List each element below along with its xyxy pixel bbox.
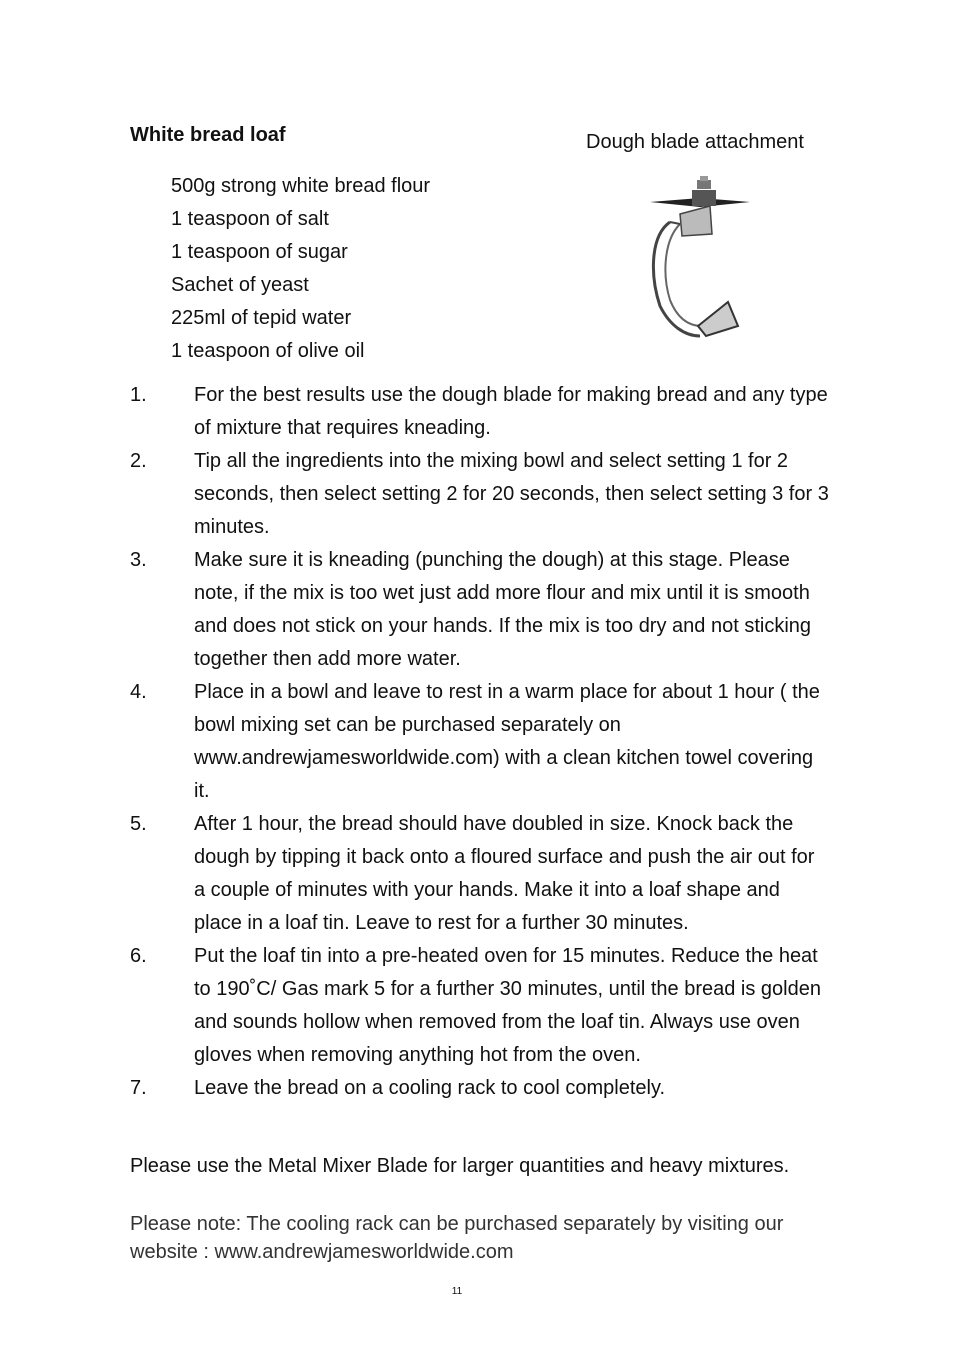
- step-text: Put the loaf tin into a pre-heated oven for 15 minutes. Reduce the heat to 190˚C/ Gas mark 5 for a further 30 minutes, until the bread is golden and sounds hollow when removed from the loaf tin. Always use oven gloves when removing anything hot from the oven.: [194, 945, 821, 1066]
- step-text: Place in a bowl and leave to rest in a warm place for about 1 hour ( the bowl mixing set can be purchased separately on www.andrewjamesworldwide.com) with a clean kitchen towel covering it.: [194, 681, 820, 802]
- method-step: [130, 1072, 830, 1105]
- step-text: Leave the bread on a cooling rack to cool completely.: [194, 1077, 666, 1099]
- step-number: 4.: [130, 681, 147, 703]
- metal-blade-note: Please use the Metal Mixer Blade for larger quantities and heavy mixtures.: [130, 1155, 790, 1177]
- method-step: [130, 379, 830, 445]
- recipe-title: White bread loaf: [130, 124, 286, 146]
- cooling-rack-note: Please note: The cooling rack can be purchased separately by visiting our website : www.andrewjamesworldwide.com: [130, 1213, 784, 1263]
- step-text: For the best results use the dough blade for making bread and any type of mixture that requires kneading.: [194, 384, 828, 439]
- ingredient-item: 1 teaspoon of salt: [171, 208, 329, 230]
- step-number: 6.: [130, 945, 147, 967]
- step-number: 3.: [130, 549, 147, 571]
- dough-blade-illustration: [640, 176, 760, 346]
- step-number: 5.: [130, 813, 147, 835]
- step-text: Make sure it is kneading (punching the dough) at this stage. Please note, if the mix is too wet just add more flour and mix until it is smooth and does not stick on your hands. If the mix is too dry and not sticking together then add more water.: [194, 549, 812, 670]
- method-step: [130, 544, 830, 676]
- method-step: [130, 676, 830, 808]
- method-step: [130, 445, 830, 544]
- step-number: 2.: [130, 450, 147, 472]
- ingredient-item: Sachet of yeast: [171, 274, 309, 296]
- image-caption: Dough blade attachment: [586, 131, 804, 153]
- ingredient-list: [171, 170, 430, 368]
- step-number: 1.: [130, 384, 147, 406]
- ingredient-item: 500g strong white bread flour: [171, 175, 431, 197]
- ingredient-item: 1 teaspoon of olive oil: [171, 340, 365, 362]
- ingredient-item: 225ml of tepid water: [171, 307, 352, 329]
- page-number: 11: [451, 1286, 463, 1297]
- ingredient-item: 1 teaspoon of sugar: [171, 241, 348, 263]
- method-step: [130, 940, 830, 1072]
- method-steps: [130, 379, 830, 1105]
- method-step: [130, 808, 830, 940]
- step-text: Tip all the ingredients into the mixing bowl and select setting 1 for 2 seconds, then select setting 2 for 20 seconds, then select setting 3 for 3 minutes.: [194, 450, 829, 538]
- step-text: After 1 hour, the bread should have doubled in size. Knock back the dough by tipping it back onto a floured surface and push the air out for a couple of minutes with your hands. Make it into a loaf shape and place in a loaf tin. Leave to rest for a further 30 minutes.: [194, 813, 815, 934]
- step-number: 7.: [130, 1077, 147, 1099]
